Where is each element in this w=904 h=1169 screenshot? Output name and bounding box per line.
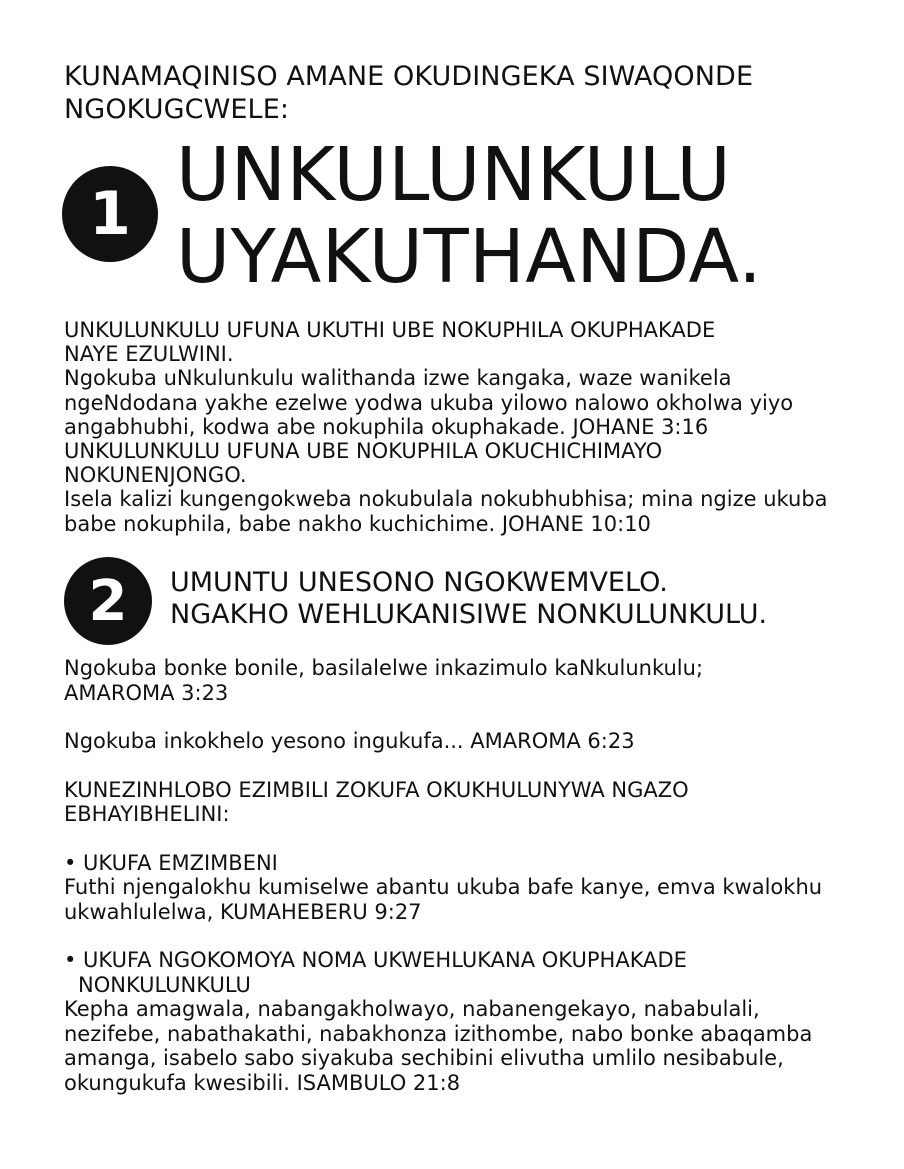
spacer bbox=[64, 827, 864, 851]
bullet-1-line-2: ukwahlulelwa, KUMAHEBERU 9:27 bbox=[64, 899, 422, 924]
bullet-2-line: nezifebe, nabathakathi, nabakhonza izithombe, nabo bonke abaqamba bbox=[64, 1021, 813, 1046]
deaths-heading-line-1: KUNEZINHLOBO EZIMBILI ZOKUFA OKUKHULUNYWA NGAZO bbox=[64, 777, 689, 802]
point-1-line: NOKUNENJONGO. bbox=[64, 463, 247, 488]
bullet-1-title: • UKUFA EMZIMBENI bbox=[64, 850, 278, 875]
point-1-body bbox=[64, 318, 854, 536]
point-1-line: babe nokuphila, babe nakho kuchichime. JOHANE 10:10 bbox=[64, 511, 651, 536]
spacer bbox=[64, 924, 864, 948]
point-1-number-badge: 1 bbox=[62, 166, 158, 262]
point-2-number-badge: 2 bbox=[64, 557, 152, 645]
intro-heading bbox=[64, 60, 864, 126]
intro-line-2: NGOKUGCWELE: bbox=[64, 94, 290, 125]
verse-2: Ngokuba inkokhelo yesono ingukufa... AMAROMA 6:23 bbox=[64, 729, 635, 753]
bullet-1-line-1: Futhi njengalokhu kumiselwe abantu ukuba bafe kanye, emva kwalokhu bbox=[64, 875, 823, 899]
deaths-heading-line-2: EBHAYIBHELINI: bbox=[64, 802, 230, 826]
bullet-2-title-line-2: NONKULUNKULU bbox=[78, 972, 251, 997]
bullet-2-line: okungukufa kwesibili. ISAMBULO 21:8 bbox=[64, 1070, 461, 1095]
bullet-2-line: amanga, isabelo sabo siyakuba sechibini elivutha umlilo nesibabule, bbox=[64, 1046, 784, 1070]
point-1-title bbox=[176, 134, 896, 298]
bullet-2-title-line-1: • UKUFA NGOKOMOYA NOMA UKWEHLUKANA OKUPHAKADE bbox=[64, 948, 687, 972]
verse-1-line-1: Ngokuba bonke bonile, basilalelwe inkazimulo kaNkulunkulu; bbox=[64, 656, 704, 680]
point-1-line: angabhubhi, kodwa abe nokuphila okuphakade. JOHANE 3:16 bbox=[64, 414, 709, 439]
point-1-title-line-2: UYAKUTHANDA. bbox=[176, 214, 763, 300]
point-1-line: UNKULUNKULU UFUNA UKUTHI UBE NOKUPHILA OKUPHAKADE bbox=[64, 318, 716, 342]
point-1-line: NAYE EZULWINI. bbox=[64, 342, 234, 367]
point-2-body bbox=[64, 656, 864, 1095]
point-1-line: ngeNdodana yakhe ezelwe yodwa ukuba yilowo nalowo okholwa yiyo bbox=[64, 390, 794, 415]
spacer bbox=[64, 754, 864, 778]
spacer bbox=[64, 705, 864, 729]
point-2-title-line-2: NGAKHO WEHLUKANISIWE NONKULUNKULU. bbox=[170, 599, 768, 630]
intro-line-1: KUNAMAQINISO AMANE OKUDINGEKA SIWAQONDE bbox=[64, 61, 754, 92]
bullet-2-line: Kepha amagwala, nabangakholwayo, nabanengekayo, nababulali, bbox=[64, 997, 760, 1021]
point-1-line: Ngokuba uNkulunkulu walithanda izwe kangaka, waze wanikela bbox=[64, 366, 732, 391]
point-1-line: UNKULUNKULU UFUNA UBE NOKUPHILA OKUCHICHIMAYO bbox=[64, 439, 663, 464]
verse-1-line-2: AMAROMA 3:23 bbox=[64, 680, 229, 705]
point-2-title-line-1: UMUNTU UNESONO NGOKWEMVELO. bbox=[170, 567, 668, 598]
point-2-title bbox=[170, 567, 860, 631]
point-1-line: Isela kalizi kungengokweba nokubulala nokubhubhisa; mina ngize ukuba bbox=[64, 487, 828, 512]
point-1-title-line-1: UNKULUNKULU bbox=[176, 132, 732, 218]
